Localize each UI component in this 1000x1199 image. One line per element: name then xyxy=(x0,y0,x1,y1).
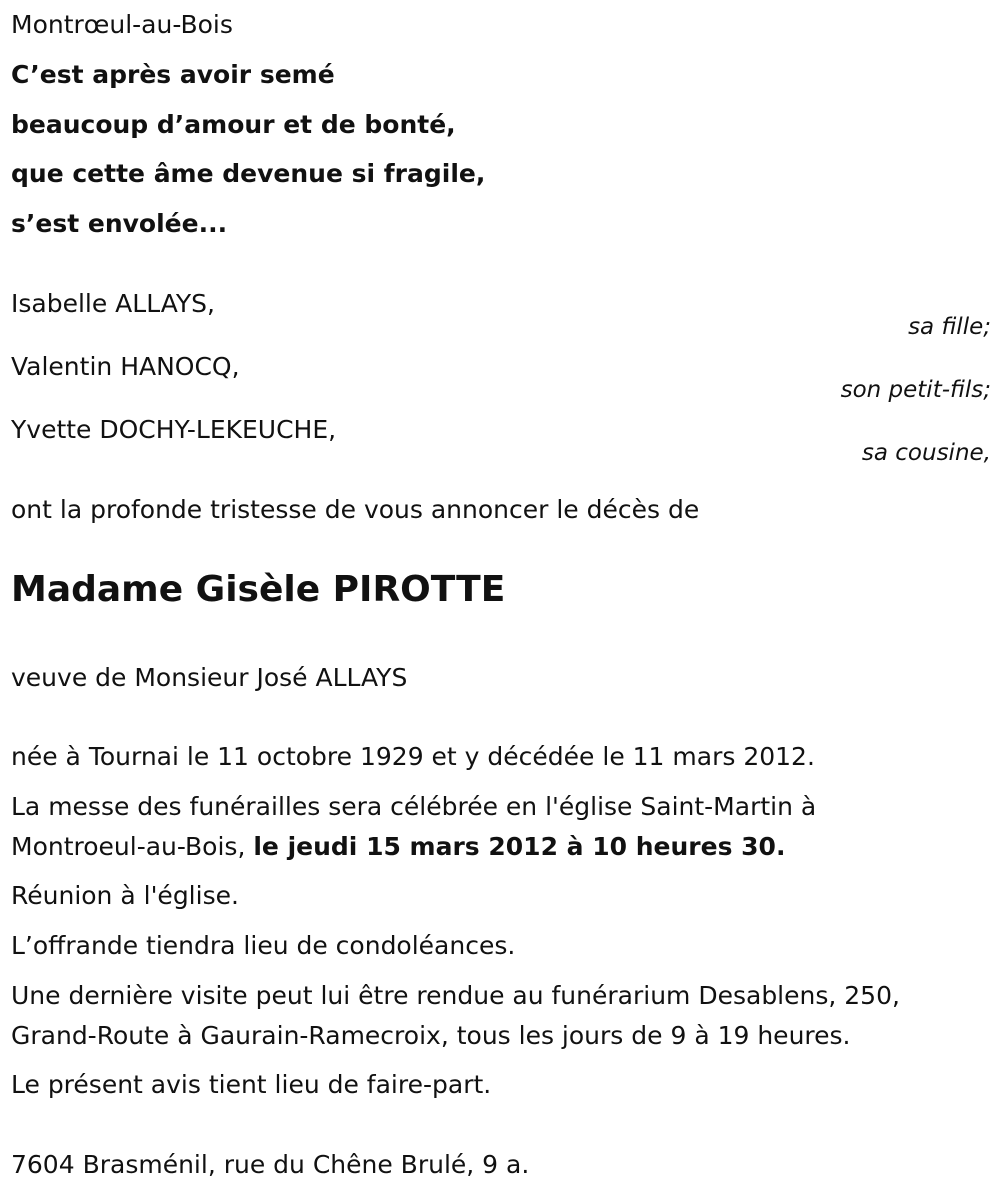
home-address: 7604 Brasménil, rue du Chêne Brulé, 9 a. xyxy=(11,1150,530,1179)
family-member-relation: sa fille; xyxy=(908,314,991,340)
place-name: Montrœul-au-Bois xyxy=(11,10,233,39)
family-member-name: Yvette DOCHY-LEKEUCHE, xyxy=(11,415,337,444)
visit-info-line-2: Grand-Route à Gaurain-Ramecroix, tous les jours de 9 à 19 heures. xyxy=(11,1021,851,1050)
funeral-mass-line-2 xyxy=(11,827,971,867)
family-member-relation: sa cousine, xyxy=(861,440,991,466)
birth-death-dates: née à Tournai le 11 octobre 1929 et y décédée le 11 mars 2012. xyxy=(11,742,815,771)
meeting-info: Réunion à l'église. xyxy=(11,881,239,910)
announcement-text: ont la profonde tristesse de vous annoncer le décès de xyxy=(11,495,700,524)
poem-line-4: s’est envolée... xyxy=(11,209,228,238)
funeral-mass xyxy=(11,787,971,867)
notice-text: Le présent avis tient lieu de faire-part. xyxy=(11,1070,492,1099)
visit-info xyxy=(11,976,971,1056)
offering-info: L’offrande tiendra lieu de condoléances. xyxy=(11,931,516,960)
funeral-mass-location: Montroeul-au-Bois, xyxy=(11,832,254,861)
poem-line-3: que cette âme devenue si fragile, xyxy=(11,159,486,188)
family-member-relation: son petit-fils; xyxy=(840,377,991,403)
widow-of: veuve de Monsieur José ALLAYS xyxy=(11,663,408,692)
poem-line-1: C’est après avoir semé xyxy=(11,60,335,89)
family-member-name: Isabelle ALLAYS, xyxy=(11,289,215,318)
deceased-name: Madame Gisèle PIROTTE xyxy=(11,569,506,610)
visit-info-line-1: Une dernière visite peut lui être rendue au funérarium Desablens, 250, xyxy=(11,981,900,1010)
funeral-mass-datetime: le jeudi 15 mars 2012 à 10 heures 30. xyxy=(253,832,786,861)
poem-line-2: beaucoup d’amour et de bonté, xyxy=(11,110,456,139)
family-member-name: Valentin HANOCQ, xyxy=(11,352,240,381)
funeral-mass-line-1: La messe des funérailles sera célébrée en l'église Saint-Martin à xyxy=(11,792,817,821)
